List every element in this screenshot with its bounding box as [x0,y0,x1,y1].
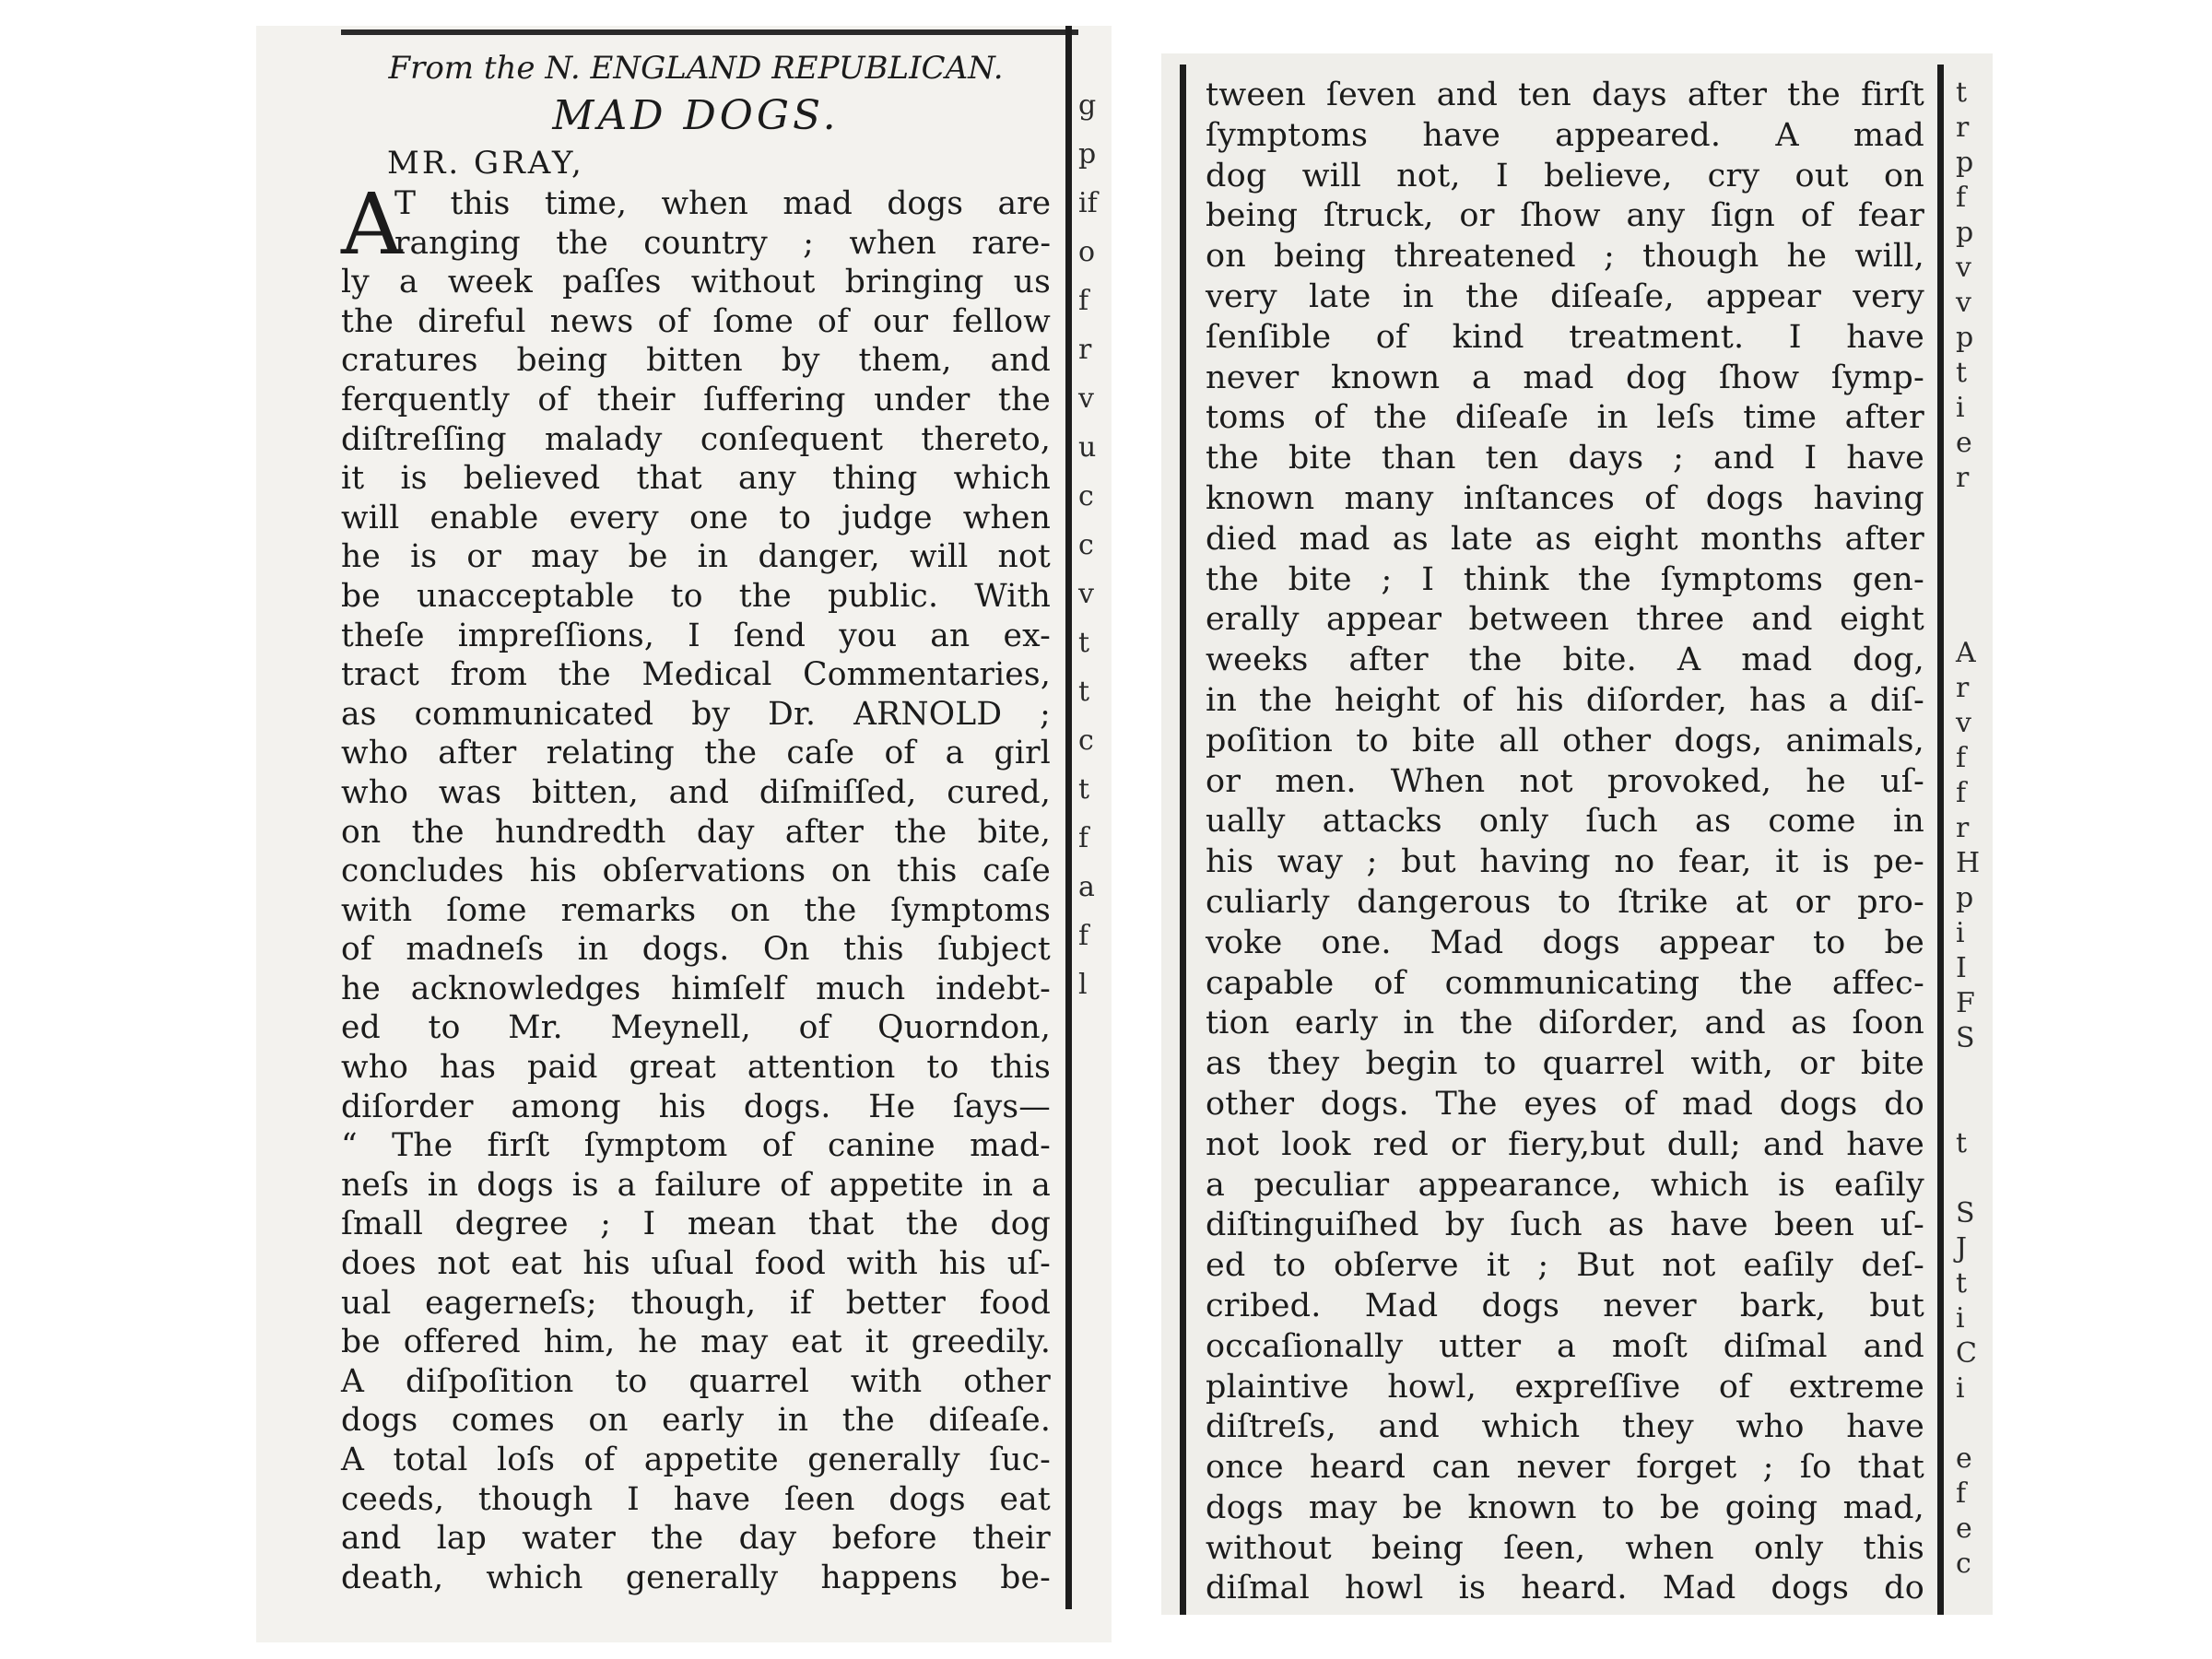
text-line: neſs in dogs is a failure of appetite in a [341,1166,1051,1204]
text-line: diſmal howl is heard. Mad dogs do [1206,1570,1924,1607]
text-line: or men. When not provoked, he uſ- [1206,762,1924,800]
text-line: ed to Mr. Meynell, of Quorndon, [341,1009,1051,1047]
text-line: the bite than ten days ; and I have [1206,440,1924,477]
edge-letter [1956,1161,1993,1196]
edge-letter: f [1956,1477,1967,1510]
drop-cap: A [341,175,403,274]
edge-letter [1956,566,1993,601]
source-line: From the N. ENGLAND REPUBLICAN. [388,50,1004,87]
text-line: ually attacks only ſuch as come in [1206,803,1924,841]
edge-letter: J [1956,1232,1968,1265]
edge-letter: t [1956,1267,1968,1300]
text-line: without being ſeen, when only this [1206,1529,1924,1567]
left-article-column [341,46,1051,1597]
text-line: not look red or fiery,but dull; and have [1206,1125,1924,1163]
edge-letter: t [1956,357,1968,389]
edge-letter: v [1956,707,1971,739]
text-line: “ The firſt ſymptom of canine mad- [341,1127,1051,1165]
edge-letter: S [1956,1022,1975,1054]
edge-letter: u [1078,431,1097,464]
text-line: death, which generally happens be- [341,1559,1051,1596]
left-column-rule [1180,65,1186,1615]
right-column-rule [1937,65,1944,1615]
edge-letter: p [1956,322,1974,354]
salutation: MR. GRAY, [387,145,584,182]
edge-letter: i [1956,392,1965,424]
text-line: voke one. Mad dogs appear to be [1206,924,1924,961]
edge-letter [1956,1056,1993,1091]
left-newspaper-clipping [256,26,1112,1642]
text-line: ſymptoms have appeared. A mad [1206,116,1924,154]
edge-letter: p [1956,217,1974,249]
edge-letter: A [1956,637,1976,669]
opening-paragraph [341,175,1051,274]
edge-letter [1956,1091,1993,1126]
edge-letter: f [1956,182,1967,214]
edge-letter: F [1956,987,1975,1019]
edge-letter: I [1956,952,1967,984]
text-line: being ſtruck, or ſhow any ſign of fear [1206,197,1924,235]
right-article-column [1206,76,1924,1609]
text-line: dogs may be known to be going mad, [1206,1488,1924,1526]
text-line: other dogs. The eyes of mad dogs do [1206,1085,1924,1123]
text-line: once heard can never forget ; ſo that [1206,1449,1924,1487]
edge-letter: c [1078,724,1094,757]
text-line: never known a mad dog ſhow ſymp- [1206,359,1924,396]
text-line: ceeds, though I have ſeen dogs eat [341,1480,1051,1518]
text-line: as communicated by Dr. ARNOLD ; [341,695,1051,733]
text-line: of madneſs in dogs. On this ſubject [341,931,1051,969]
text-line: be unacceptable to the public. With [341,577,1051,615]
text-line: on being threatened ; though he will, [1206,238,1924,276]
text-line: ferquently of their ſuffering under the [341,381,1051,418]
text-line: diſorder among his dogs. He ſays— [341,1088,1051,1125]
edge-letter: v [1956,287,1971,319]
text-line: A total loſs of appetite generally ſuc- [341,1441,1051,1478]
text-line: tween ſeven and ten days after the firſt [1206,76,1924,113]
text-line: diſtreſſing malady conſequent thereto, [341,420,1051,458]
text-line: does not eat his uſual food with his uſ- [341,1245,1051,1283]
edge-letter: r [1956,812,1970,844]
edge-letter: C [1956,1337,1977,1370]
edge-letter: r [1078,334,1092,366]
text-line: concludes his obſervations on this caſe [341,853,1051,890]
text-line: diſtinguiſhed by ſuch as have been uſ- [1206,1206,1924,1244]
text-line: weeks after the bite. A mad dog, [1206,641,1924,679]
edge-letter: f [1078,822,1089,854]
edge-letter: i [1956,917,1965,949]
article-headline: MAD DOGS. [552,92,840,139]
top-rule [341,29,1078,35]
text-line: the direful news of ſome of our fellow [341,302,1051,340]
text-line: on the hundredth day after the bite, [341,813,1051,851]
edge-letter: t [1956,76,1968,109]
edge-letter: f [1956,742,1967,774]
adjacent-column-fragment [1956,76,1993,1582]
text-line: cribed. Mad dogs never bark, but [1206,1287,1924,1324]
edge-letter: i [1956,1302,1965,1335]
edge-letter: r [1956,462,1970,494]
text-line: ranging the country ; when rare- [394,224,1051,262]
text-line: tion early in the diſorder, and as ſoon [1206,1005,1924,1042]
text-line: the bite ; I think the ſymptoms gen- [1206,560,1924,598]
adjacent-column-fragment [1078,81,1112,1009]
text-line: culiarly dangerous to ſtrike at or pro- [1206,883,1924,921]
text-line: erally appear between three and eight [1206,601,1924,639]
text-line: T this time, when mad dogs are [394,185,1051,222]
edge-letter: H [1956,847,1981,879]
edge-letter [1956,496,1993,531]
text-line: and lap water the day before their [341,1520,1051,1558]
left-body-text [341,263,1051,1597]
text-line: poſition to bite all other dogs, animals, [1206,722,1924,759]
text-line: he acknowledges himſelf much indebt- [341,970,1051,1007]
edge-letter: f [1078,920,1089,952]
edge-letter [1956,531,1993,566]
edge-letter: S [1956,1197,1975,1230]
edge-letter: o [1078,236,1096,268]
text-line: will enable every one to judge when [341,499,1051,536]
text-line: diſtreſs, and which they who have [1206,1408,1924,1446]
edge-letter: t [1078,676,1090,708]
text-line: ſmall degree ; I mean that the dog [341,1206,1051,1243]
edge-letter: a [1078,871,1095,903]
text-line: dog will not, I believe, cry out on [1206,157,1924,194]
edge-letter: f [1956,777,1967,809]
text-line: ly a week paſſes without bringing us [341,264,1051,301]
text-line: in the height of his diſorder, has a diſ- [1206,681,1924,719]
edge-letter: l [1078,969,1088,1001]
text-line: occaſionally utter a moſt diſmal and [1206,1327,1924,1365]
edge-letter: v [1078,382,1094,415]
edge-letter: r [1956,112,1970,144]
text-line: died mad as late as eight months after [1206,520,1924,558]
edge-letter: i [1956,1372,1965,1405]
text-line: known many inſtances of dogs having [1206,479,1924,517]
edge-letter: v [1078,578,1094,610]
text-line: who after relating the caſe of a girl [341,735,1051,772]
edge-letter: if [1078,187,1098,219]
edge-letter: e [1956,427,1972,459]
edge-letter: e [1956,1442,1972,1475]
text-line: dogs comes on early in the diſeaſe. [341,1402,1051,1440]
text-line: plaintive howl, expreſſive of extreme [1206,1368,1924,1406]
text-line: his way ; but having no fear, it is pe- [1206,843,1924,881]
edge-letter: p [1078,138,1097,171]
text-line: very late in the diſeaſe, appear very [1206,277,1924,315]
edge-letter: p [1956,882,1974,914]
text-line: he is or may be in danger, will not [341,538,1051,576]
text-line: ual eagerneſs; though, if better food [341,1284,1051,1322]
text-line: who has paid great attention to this [341,1049,1051,1087]
edge-letter: v [1956,252,1971,284]
edge-letter: f [1078,285,1089,317]
text-line: it is believed that any thing which [341,460,1051,498]
column-divider [1065,26,1072,1609]
text-line: with ſome remarks on the ſymptoms [341,891,1051,929]
edge-letter [1956,1406,1993,1441]
text-line: tract from the Medical Commentaries, [341,656,1051,694]
edge-letter: p [1956,147,1974,179]
edge-letter: r [1956,672,1970,704]
edge-letter: t [1078,627,1090,659]
text-line: toms of the diſeaſe in leſs time after [1206,399,1924,437]
edge-letter: e [1956,1512,1972,1545]
edge-letter [1956,601,1993,636]
text-line: a peculiar appearance, which is eaſily [1206,1166,1924,1204]
text-line: ſenſible of kind treatment. I have [1206,318,1924,356]
right-newspaper-clipping [1161,53,1993,1615]
text-line: be offered him, he may eat it greedily. [341,1324,1051,1361]
text-line: A diſpoſition to quarrel with other [341,1362,1051,1400]
text-line: ed to obſerve it ; But not eaſily deſ- [1206,1247,1924,1285]
edge-letter: c [1956,1547,1971,1580]
edge-letter: c [1078,480,1094,512]
edge-letter: t [1956,1127,1968,1159]
text-line: as they begin to quarrel with, or bite [1206,1045,1924,1083]
edge-letter: t [1078,773,1090,806]
text-line: cratures being bitten by them, and [341,342,1051,380]
text-line: theſe impreſſions, I ſend you an ex- [341,617,1051,654]
edge-letter: g [1078,89,1097,122]
text-line: capable of communicating the affec- [1206,964,1924,1002]
text-line: who was bitten, and diſmiſſed, cured, [341,773,1051,811]
edge-letter: c [1078,529,1094,561]
